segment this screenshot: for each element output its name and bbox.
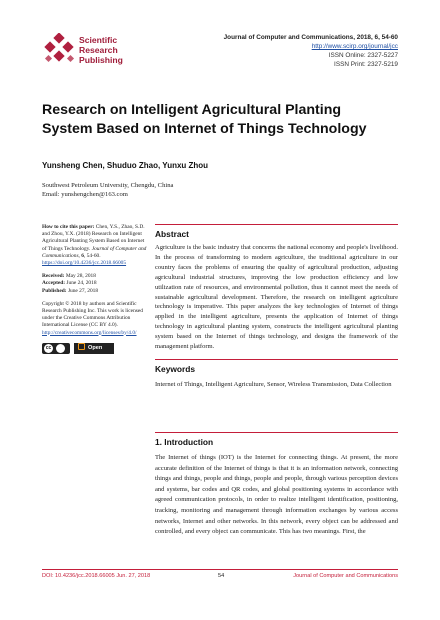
author-list: Yunsheng Chen, Shuduo Zhao, Yunxu Zhou <box>42 161 209 170</box>
published-date: June 27, 2018 <box>67 287 99 294</box>
journal-citation: Journal of Computer and Communications, 2018, 6, 54-60 <box>223 34 398 41</box>
affiliation-block <box>42 181 173 199</box>
received-date: May 28, 2018 <box>65 273 96 280</box>
citation-block <box>42 224 150 267</box>
keywords-heading: Keywords <box>155 359 398 374</box>
cite-label: How to cite this paper: <box>42 224 95 230</box>
cite-doi-link[interactable]: https://doi.org/10.4236/jcc.2018.66005 <box>42 260 127 267</box>
open-access-badge <box>74 343 114 362</box>
publisher-name <box>79 35 123 65</box>
scirp-logo-icon <box>43 33 77 67</box>
footer-doi: DOI: 10.4236/jcc.2018.66005 Jun. 27, 2018 <box>42 573 151 579</box>
abstract-text: Agriculture is the basic industry that concerns the national economy and people's livelihood. In the process of transforming to modern agriculture, the traditional agriculture in our country faces the problems of ensuring the quality of agricultural production, adjusting agricultural industrial structures, improving the low production efficiency and low utilization rate of resources, and environmental pollution, thus it cannot meet the needs of sustainable agricultural development. Therefore, the research on intelligent agriculture technology is imperative. This paper analyzes the key technologies of Internet of things applied in the intelligent agriculture, presents the application of Internet of things technology in agricultural planting system, constructs the intelligent agricultural planting system based on the Internet of things technology, and designs the framework of the management platform. <box>155 244 398 351</box>
received-label: Received: <box>42 273 65 280</box>
cite-journal: Journal of Computer and Communications, <box>42 245 147 259</box>
copyright-block <box>42 301 150 337</box>
cite-text: Chen, Y.S., Zhao, S.D. and Zhou, Y.X. (2018) Research on Intelligent Agricultural Planting System Based on Internet of Things Technology. <box>42 224 145 252</box>
paper-title <box>42 101 402 139</box>
article-info-sidebar <box>42 224 150 362</box>
publisher-name-line3: Publishing <box>79 55 123 65</box>
license-badges <box>42 343 150 362</box>
paper-title-line2: System Based on Internet of Things Technology <box>42 121 367 137</box>
issn-print: ISSN Print: 2327-5219 <box>334 61 398 68</box>
page-number: 54 <box>218 573 225 579</box>
footer-journal: Journal of Computer and Communications <box>293 573 398 579</box>
journal-url-link[interactable]: http://www.scirp.org/journal/jcc <box>311 43 398 50</box>
cite-pages: , 54-60. <box>83 252 101 259</box>
introduction-text: The Internet of things (IOT) is the Internet for connecting things. At present, the more accurate definition of the Internet of things is that it is an information network, connecting things and things, people and things, people and people, through various perception devices and systems, bar codes and QR codes, and global positioning systems in accordance with agreed communication protocols, in order to realize intelligent identification, positioning, tracking, monitoring and management through information exchanges by various access networks, Internet and other networks. In this network, every object can be addressed and controlled, and every object can communicate. This has two meanings. First, the <box>155 454 398 536</box>
journal-info <box>224 33 398 69</box>
abstract-section <box>155 224 398 390</box>
open-access-label: Open Access <box>74 344 103 362</box>
email: Email: yunshengchen@163.com <box>42 191 128 198</box>
issn-online: ISSN Online: 2327-5227 <box>328 52 398 59</box>
copyright-text: Copyright © 2018 by authors and Scientific Research Publishing Inc. This work is licensed under the Creative Commons Attribution International License (CC BY 4.0). <box>42 300 143 329</box>
keywords-text: Internet of Things, Intelligent Agriculture, Sensor, Wireless Transmission, Data Collection <box>155 380 392 388</box>
open-lock-icon <box>78 343 85 350</box>
dates-block <box>42 273 150 295</box>
introduction-heading: 1. Introduction <box>155 432 398 447</box>
accepted-label: Accepted: <box>42 280 66 287</box>
introduction-section <box>155 432 398 538</box>
publisher-logo[interactable] <box>43 33 138 67</box>
publisher-name-line1: Scientific <box>79 35 118 45</box>
abstract-heading: Abstract <box>155 224 398 239</box>
accepted-date: June 24, 2018 <box>66 280 97 287</box>
paper-title-line1: Research on Intelligent Agricultural Planting <box>42 102 342 118</box>
license-link[interactable]: http://creativecommons.org/licenses/by/4.0/ <box>42 329 137 336</box>
published-label: Published: <box>42 287 67 294</box>
cc-by-icon[interactable]: cc <box>42 343 70 354</box>
affiliation: Southwest Petroleum University, Chengdu, China <box>42 182 174 189</box>
page-footer <box>42 569 398 579</box>
cite-volume: 6 <box>81 252 84 259</box>
publisher-name-line2: Research <box>79 45 118 55</box>
